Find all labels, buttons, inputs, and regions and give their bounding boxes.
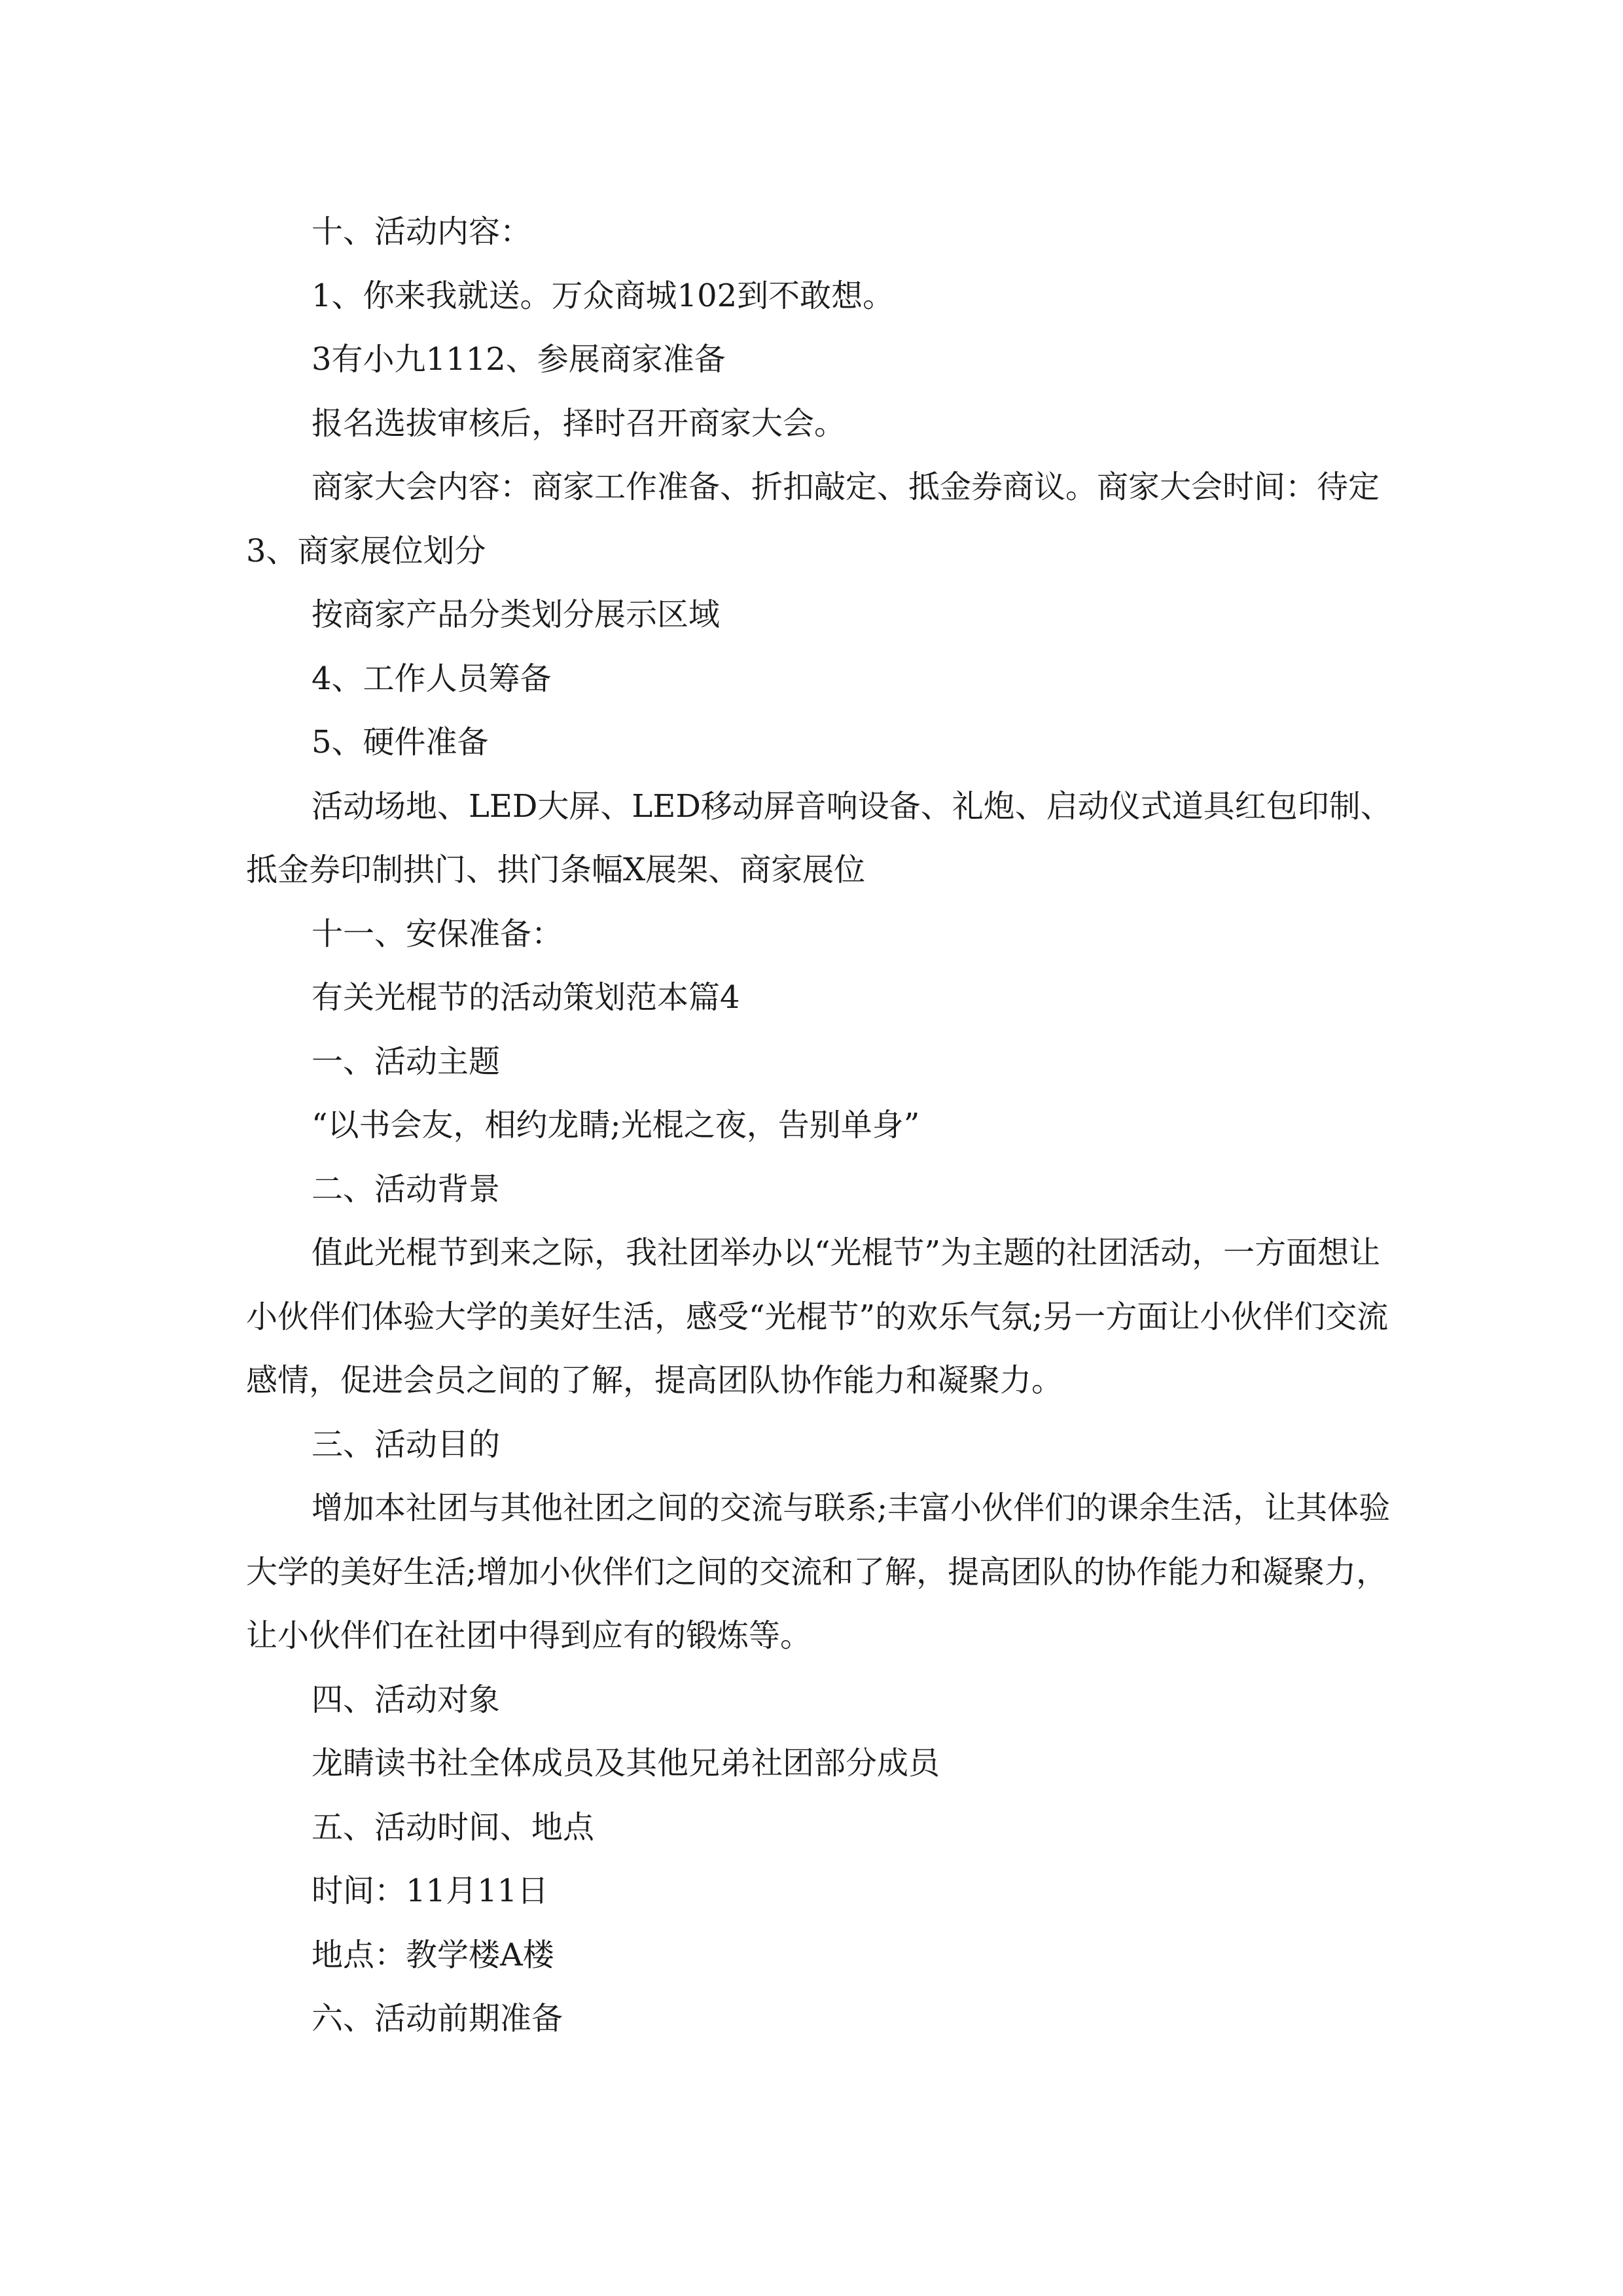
paragraph-time: 时间：11月11日 [312, 1873, 549, 1909]
paragraph: 报名选拔审核后，择时召开商家大会。 [312, 404, 846, 442]
paragraph: 增加本社团与其他社团之间的交流与联系;丰富小伙伴们的课余生活，让其体验大学的美好生活;增加小伙伴们之间的交流和了解，提高团队的协作能力和凝聚力，让小伙伴们在社团中得到应有的锻炼等。 [246, 1490, 1391, 1654]
theme-quote: “以书会友，相约龙睛;光棍之夜，告别单身” [312, 1107, 920, 1143]
section-heading-content: 十、活动内容： [312, 213, 532, 250]
section-heading-time-place: 五、活动时间、地点 [312, 1808, 595, 1846]
section-heading-background: 二、活动背景 [312, 1170, 501, 1208]
document-body [246, 200, 1398, 2051]
paragraph: 值此光棍节到来之际，我社团举办以“光棍节”为主题的社团活动，一方面想让小伙伴们体验大学的美好生活，感受“光棍节”的欢乐气氛;另一方面让小伙伴们交流感情，促进会员之间的了解，提高团队协作能力和凝聚力。 [246, 1234, 1389, 1399]
paragraph: 按商家产品分类划分展示区域 [312, 596, 721, 633]
section-heading-audience: 四、活动对象 [312, 1681, 501, 1718]
article-title: 有关光棍节的活动策划范本篇4 [312, 979, 740, 1016]
paragraph: 活动场地、LED大屏、LED移动屏音响设备、礼炮、启动仪式道具红包印制、抵金券印制拱门、拱门条幅X展架、商家展位 [246, 787, 1392, 888]
paragraph: 1、你来我就送。万众商城102到不敢想。 [312, 277, 895, 314]
section-heading-security: 十一、安保准备： [312, 915, 563, 952]
paragraph: 龙睛读书社全体成员及其他兄弟社团部分成员 [312, 1745, 940, 1782]
paragraph: 5、硬件准备 [312, 724, 489, 761]
section-heading-preparation: 六、活动前期准备 [312, 2000, 563, 2037]
paragraph: 3有小九1112、参展商家准备 [312, 341, 726, 378]
paragraph-place: 地点：教学楼A楼 [312, 1936, 554, 1973]
section-heading-theme: 一、活动主题 [312, 1043, 501, 1080]
paragraph: 4、工作人员筹备 [312, 660, 552, 697]
section-heading-purpose: 三、活动目的 [312, 1426, 501, 1463]
paragraph: 商家大会内容：商家工作准备、折扣敲定、抵金券商议。商家大会时间：待定3、商家展位划分 [246, 469, 1380, 569]
